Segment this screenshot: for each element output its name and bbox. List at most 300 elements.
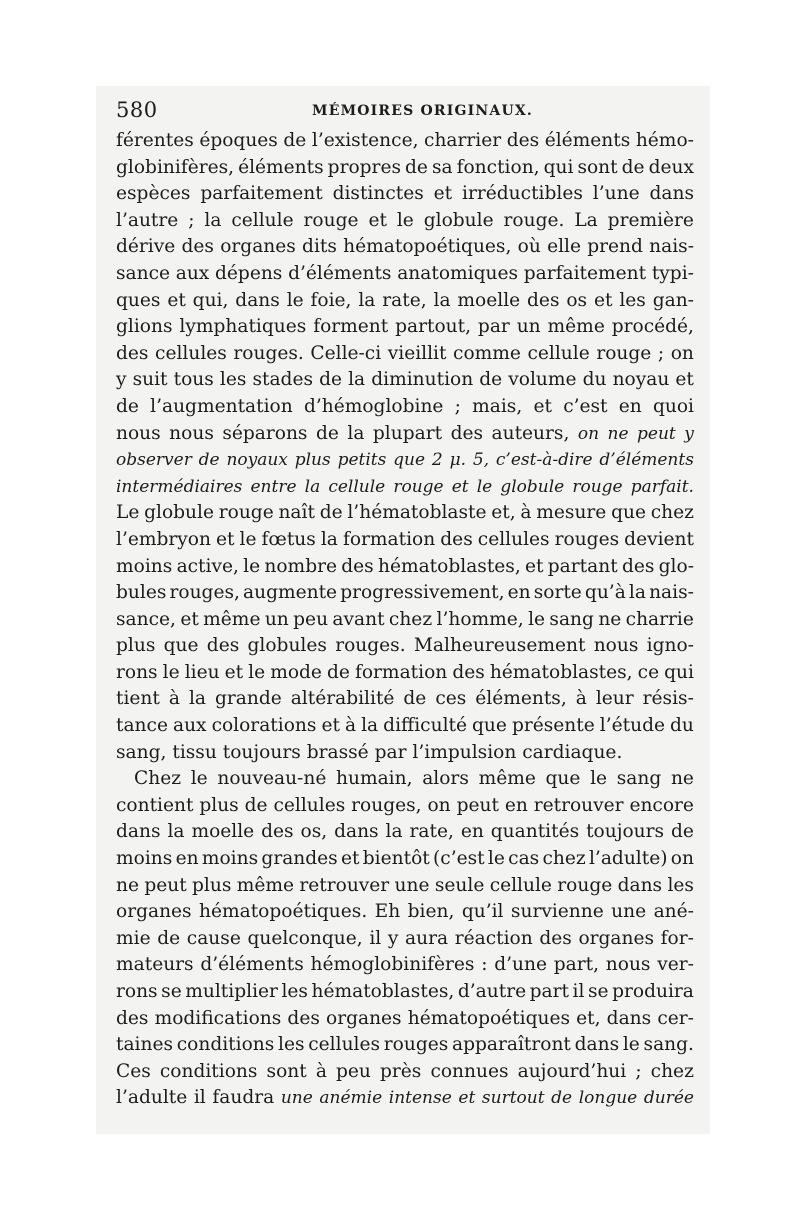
word: qu’à [584,582,626,604]
word: μ. [449,450,467,471]
word: survienne [510,901,604,923]
word: l’impulsion [412,741,517,763]
word: observer [116,450,192,471]
word: rouge [218,502,274,524]
word: nous [116,422,161,444]
word: dans [116,821,161,843]
word: y [387,927,399,949]
book-page [116,96,694,1112]
word: une [394,874,430,896]
word: deux [648,156,694,178]
word: alors [422,768,469,790]
word: cellules [155,342,227,364]
word: chez [388,608,433,630]
word: vieillit [387,342,447,364]
text-line [116,181,694,208]
word: quantités [490,821,580,843]
word: fonction, [456,156,540,178]
word: peut [456,794,499,816]
word: auteurs, [491,422,570,444]
word: sang, [116,741,167,763]
word: charrier [424,130,502,151]
word: l’existence, [311,130,419,151]
text-line [116,926,694,953]
word: cas [508,848,540,870]
word: même [478,768,536,790]
word: lymphatiques [179,316,307,338]
word: la [361,715,379,737]
word: conditions [176,1034,275,1056]
page-number: 580 [116,98,158,122]
word: nous [605,954,651,976]
word: la [433,289,451,311]
text-line [116,580,694,607]
word: comme [453,342,521,364]
word: plus [199,794,239,816]
word: l’adulte) [588,848,668,870]
word: la [204,209,222,231]
text-line [116,633,694,660]
word: elle [547,236,581,258]
word: propres [327,156,401,178]
word: époques [199,130,278,151]
word: présente [511,715,595,737]
text-line [116,952,694,979]
word: moelle [191,821,255,843]
word: ne [598,608,622,630]
word: et [593,289,613,311]
word: du [582,369,607,391]
word: plus [192,874,232,896]
word: des [341,555,374,577]
word: glo- [658,555,694,577]
word: même [236,874,295,896]
word: espèces [116,183,191,205]
word: à [575,688,587,710]
word: tance [116,715,168,737]
word: Chez [134,768,182,790]
word: stades [252,369,314,391]
word: forment [313,316,389,338]
word: le [528,608,546,630]
text-line [116,1006,694,1033]
word: de [405,156,428,178]
word: peu [336,1060,371,1082]
word: que [545,768,581,790]
word: la [348,369,366,391]
word: connues [430,1060,509,1082]
word: du [670,715,694,737]
word: cer- [657,1007,694,1029]
word: en [507,582,531,604]
word: rouge [393,476,444,497]
word: des [539,927,572,949]
word: mais, [472,395,523,417]
word: anatomiques [397,262,519,284]
word: sang [616,768,662,790]
word: globule [500,476,565,497]
word: glions [116,316,173,338]
word: et [180,608,199,630]
text-line [116,474,694,501]
word: on [670,342,694,364]
word: le [162,661,180,683]
word: cellules [273,794,346,816]
word: moins [116,555,173,577]
word: hématopoétiques. [199,901,368,923]
word: difficulté [383,715,467,737]
word: en [175,848,199,870]
word: devient [624,528,694,550]
text-line [116,234,694,261]
word: le [239,528,257,550]
word: une [280,1088,313,1109]
word: entre [250,476,297,497]
word: chez [650,1060,694,1082]
text-line [116,155,694,182]
word: l’adulte [116,1087,188,1109]
word: d’autre [457,981,527,1002]
word: le [190,768,208,790]
word: de [671,821,694,843]
text-line [116,607,694,634]
word: sang [549,608,594,630]
word: noyaux [226,450,288,471]
word: toujours [222,741,301,763]
word: mie [116,927,151,949]
word: sang. [643,1034,694,1056]
word: férentes [116,130,194,151]
word: partout, [395,316,472,338]
word: de [283,130,307,151]
word: dérive [116,236,176,258]
word: aux [175,262,210,284]
word: même [547,316,605,338]
word: organes [220,236,296,258]
word: dits [302,236,337,258]
word: et [321,715,340,737]
word: hématopoétiques [407,1007,571,1029]
word: des [181,236,214,258]
word: de [315,422,339,444]
word: rons [116,981,158,1002]
word: augmente [243,582,338,604]
word: petits [337,450,387,471]
word: intermédiaires [116,476,243,497]
word: et [167,289,186,311]
word: cellule [328,476,386,497]
word: tissu [172,741,217,763]
word: organes [578,927,655,949]
word: l’hématoblaste [347,502,487,524]
word: retrouver [533,794,624,816]
word: de [198,450,220,471]
word: globule [423,209,494,231]
word: y [684,423,694,444]
text-line [116,128,694,155]
text-line [116,208,694,235]
word: igno- [646,635,694,657]
word: seule [434,874,485,896]
word: moelle [457,289,521,311]
word: anémie [319,1088,383,1109]
word: et, [576,1007,601,1029]
word: la [304,476,321,497]
word: taines [116,1034,174,1056]
word: éléments [238,156,324,178]
word: hématoblastes, [311,981,455,1002]
word: partant [547,555,618,577]
word: conditions [159,1060,258,1082]
word: distinctes [332,183,424,205]
word: mesure [536,502,607,524]
word: peu [293,608,329,630]
word: ne [116,874,139,896]
word: ces [435,688,467,710]
word: mateurs [116,954,194,976]
word: à [315,1060,327,1082]
word: dans [334,821,379,843]
word: Le [116,502,140,524]
word: réaction [454,927,533,949]
word: des [527,289,560,311]
word: apparaîtront [452,1034,571,1056]
word: intense [388,1088,452,1109]
word: la [628,582,646,604]
word: première [607,209,694,231]
text-line [116,846,694,873]
word: et [433,183,453,205]
word: et [451,476,469,497]
text-line [116,421,694,448]
word: des [287,1007,320,1029]
word: aura [405,927,449,949]
word: à [168,688,180,710]
word: de [479,369,503,391]
text-line [116,686,694,713]
word: durée [643,1088,694,1109]
word: et [216,528,235,550]
word: il [193,1087,206,1109]
page-header [116,96,694,126]
text-line [116,713,694,740]
word: naît [278,502,315,524]
word: La [574,209,598,231]
body-text [116,128,694,1112]
word: Celle-ci [310,342,382,364]
word: grandes [261,848,338,870]
word: foie, [310,289,352,311]
word: parfaitement [523,262,647,284]
word: peut [637,423,676,444]
word: d’éléments [599,450,694,471]
word: ; [635,1060,642,1082]
word: de [621,156,645,178]
word: cellules [308,1034,381,1056]
word: que [472,715,507,737]
word: produira [612,981,694,1002]
word: résis- [642,688,694,710]
word: 5, [472,450,490,471]
word: for- [660,927,694,949]
word: qu’il [461,901,504,923]
text-line [116,1059,694,1086]
word: l’embryon [116,528,211,550]
text-line [116,527,694,554]
word: grande [214,688,282,710]
word: le [396,209,414,231]
word: dans [617,874,663,896]
word: rate, [382,289,427,311]
word: aujourd’hui [517,1060,627,1082]
word: d’éléments [288,262,392,284]
word: une [611,901,647,923]
word: Eh [374,901,401,923]
word: hématoblastes, [489,661,633,683]
word: rate, [409,821,454,843]
word: où [517,236,541,258]
word: la [167,821,185,843]
word: organes [116,901,192,923]
word: la [347,422,365,444]
word: ané- [653,901,694,923]
word: la [188,688,206,710]
word: 2 [431,450,443,471]
word: la [358,289,376,311]
word: fœtus [261,528,316,550]
text-line [116,288,694,315]
text-line [116,314,694,341]
text-line [116,819,694,846]
word: des [116,1007,149,1029]
word: d’éléments [200,954,304,976]
word: quelconque, [247,927,363,949]
word: cellule [231,209,294,231]
word: la [320,528,338,550]
word: peut [144,874,187,896]
word: le [248,661,266,683]
word: contient [116,794,194,816]
word: dans [574,1034,620,1056]
word: qui, [192,289,229,311]
word: rouges, [169,582,240,604]
text-line [116,1032,694,1059]
word: tient [116,688,160,710]
word: plus [116,635,156,657]
word: tous [173,369,214,391]
word: sa [431,156,453,178]
word: dans [235,289,280,311]
word: de [244,794,268,816]
word: nombre [264,555,337,577]
word: charrie [625,608,694,630]
word: qui [543,156,574,178]
word: multiplier [185,981,278,1002]
word: retrouver [299,874,390,896]
word: part, [553,954,600,976]
word: mode [270,661,322,683]
word: même [203,608,261,630]
text-line [116,500,694,527]
word: ne [607,423,629,444]
word: ne [670,768,694,790]
word: bientôt [362,848,430,870]
word: cellules [477,528,550,550]
word: moins [201,848,259,870]
text-line [116,979,694,1006]
word: et [525,555,544,577]
word: à [344,715,357,737]
word: des [452,661,485,683]
word: le [286,289,304,311]
word: le [476,476,493,497]
word: se [588,981,609,1002]
word: globinifères, [116,156,235,178]
word: moins [116,848,173,870]
word: c’est-à-dire [495,450,593,471]
word: sont [577,156,618,178]
word: part [529,981,569,1002]
word: aux [172,715,207,737]
word: volume [508,369,577,391]
word: il [572,981,585,1002]
word: c’est [563,395,608,417]
word: organes [326,1007,402,1029]
word: il [369,927,382,949]
word: longue [578,1088,638,1109]
word: rouges. [335,635,406,657]
word: ; [454,395,461,417]
word: des [621,555,655,577]
word: le [622,1034,640,1056]
word: le [243,555,261,577]
running-head: MÉMOIRES ORIGINAUX. [312,103,533,119]
word: les [278,1034,305,1056]
word: l’autre [116,209,179,231]
word: en [460,821,484,843]
word: rouge [572,476,623,497]
word: irréductibles [462,183,583,205]
word: de [319,502,343,524]
word: y [116,369,127,391]
word: leur [595,688,634,710]
word: nous [169,422,214,444]
word: que [163,635,199,657]
text-line [116,341,694,368]
word: rouge [557,874,613,896]
text-line [116,660,694,687]
word: rouge [303,209,359,231]
text-line [116,394,694,421]
text-line [116,793,694,820]
word: sont [266,1060,307,1082]
word: dépens [215,262,283,284]
word: diminution [371,369,474,391]
word: formation [342,528,436,550]
word: hémoglobinifères [310,954,475,976]
word: et [224,661,244,683]
word: rouges. [233,342,304,364]
word: globules [247,635,327,657]
word: dans [649,183,694,205]
word: hémo- [635,130,694,151]
word: et, [491,502,516,524]
text-line [116,447,694,474]
word: de [157,927,181,949]
word: sance [116,262,171,284]
word: et [341,848,360,870]
word: des [116,342,149,364]
